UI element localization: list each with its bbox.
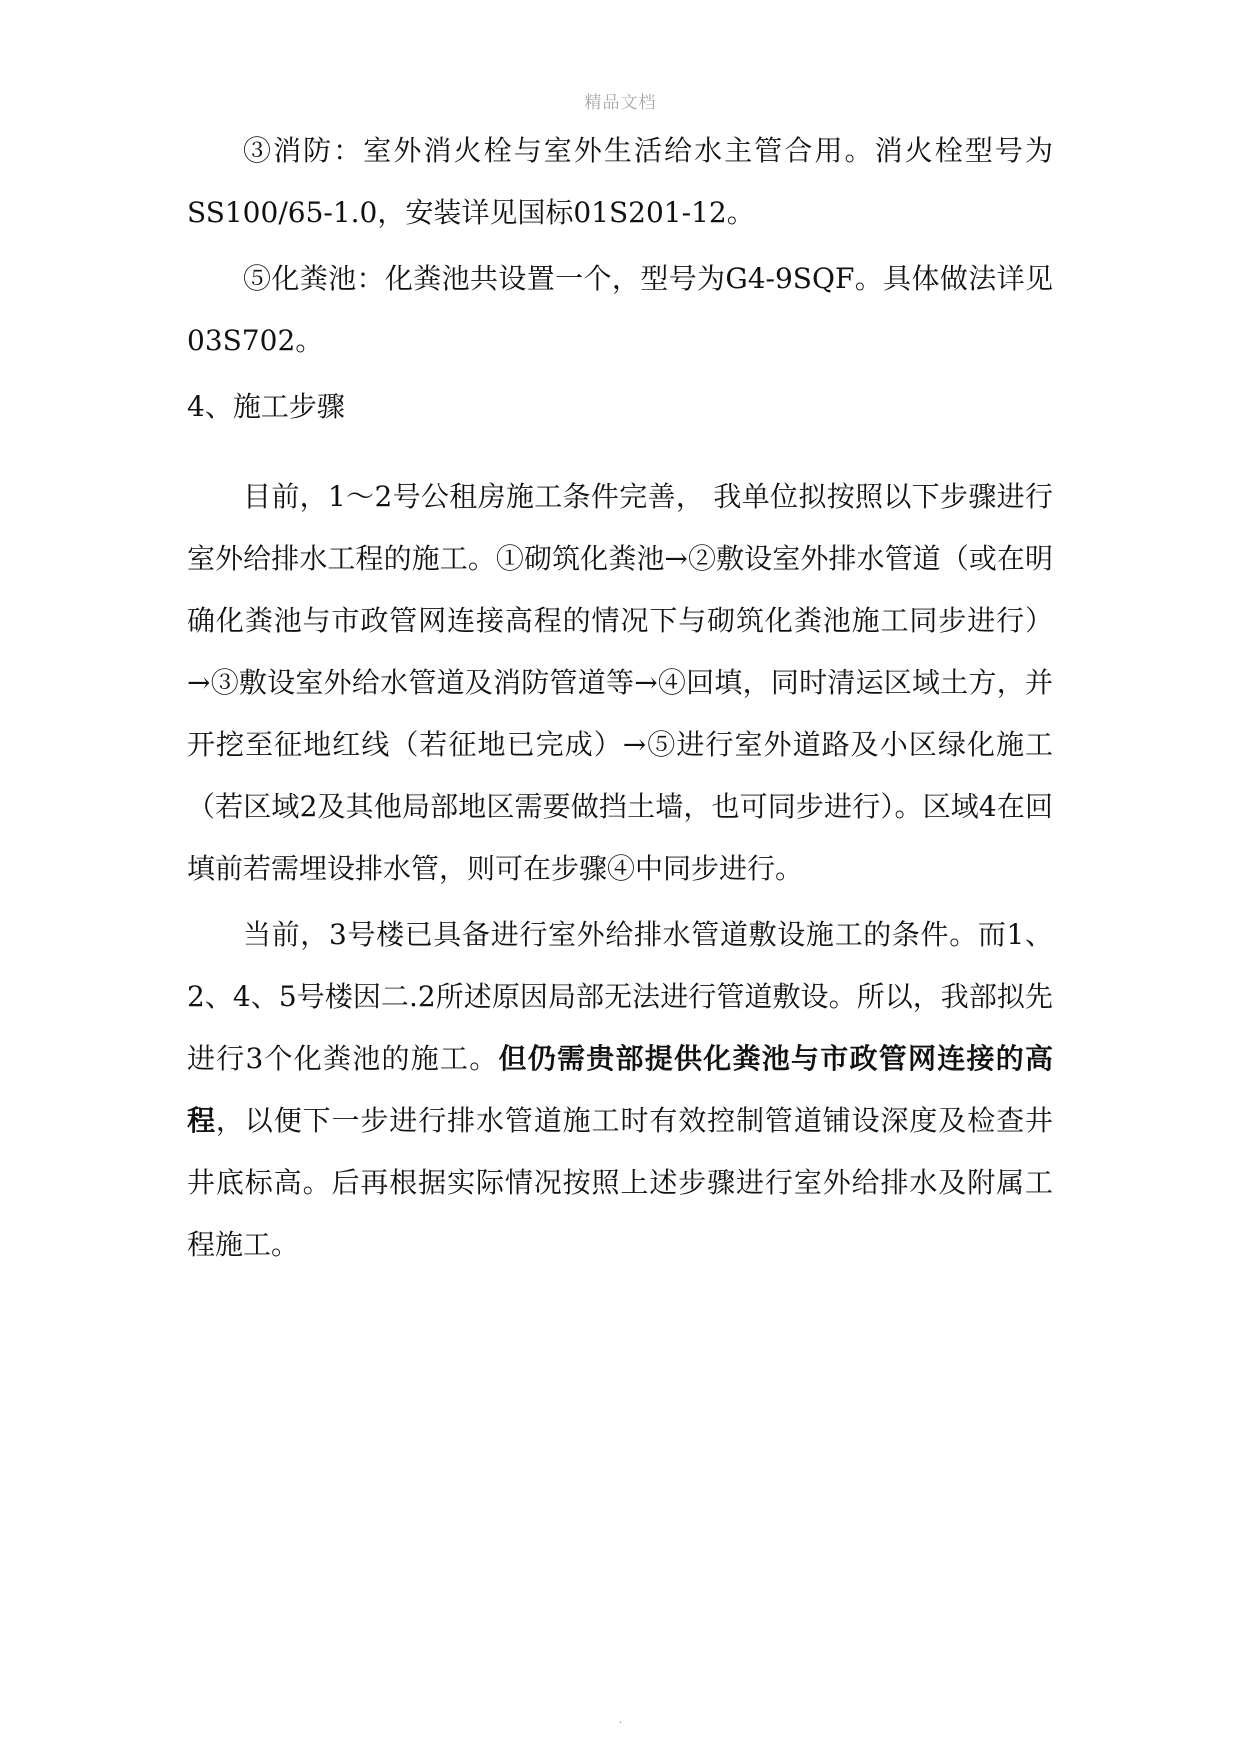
section-heading-construction-steps: 4、施工步骤 (187, 390, 345, 423)
header-watermark: 精品文档 (584, 93, 657, 113)
paragraph-current-status (187, 904, 1053, 1276)
paragraph-current-status-start: 当前，3号楼已具备进行室外给排水管道敷设施工的条件。而1、2、4、5号楼因二.2所述原因局部无法进行管道敷设。所以，我部拟先进行3个化粪池的施工。 (187, 918, 1053, 1075)
document-body (187, 120, 1053, 1276)
paragraph-current-status-end: ，以便下一步进行排水管道施工时有效控制管道铺设深度及检查井井底标高。后再根据实际情况按照上述步骤进行室外给排水及附属工程施工。 (187, 1104, 1053, 1261)
footer-mark: . (618, 1712, 623, 1726)
paragraph-septic-tank: ⑤化粪池：化粪池共设置一个，型号为G4-9SQF。具体做法详见03S702。 (187, 262, 1053, 357)
paragraph-construction-sequence: 目前，1～2号公租房施工条件完善， 我单位拟按照以下步骤进行室外给排水工程的施工。①砌筑化粪池→②敷设室外排水管道（或在明确化粪池与市政管网连接高程的情况下与砌筑化粪池施工同步进行）→③敷设室外给水管道及消防管道等→④回填，同时清运区域土方，并开挖至征地红线（若征地已完成）→⑤进行室外道路及小区绿化施工（若区域2及其他局部地区需要做挡土墙，也可同步进行）。区域4在回填前若需埋设排水管，则可在步骤④中同步进行。 (187, 480, 1053, 885)
paragraph-current-status-emphasis: 但仍需贵部提供化粪池与市政管网连接的高程 (187, 1042, 1053, 1137)
paragraph-fire-protection: ③消防：室外消火栓与室外生活给水主管合用。消火栓型号为SS100/65-1.0，安装详见国标01S201-12。 (187, 134, 1053, 229)
